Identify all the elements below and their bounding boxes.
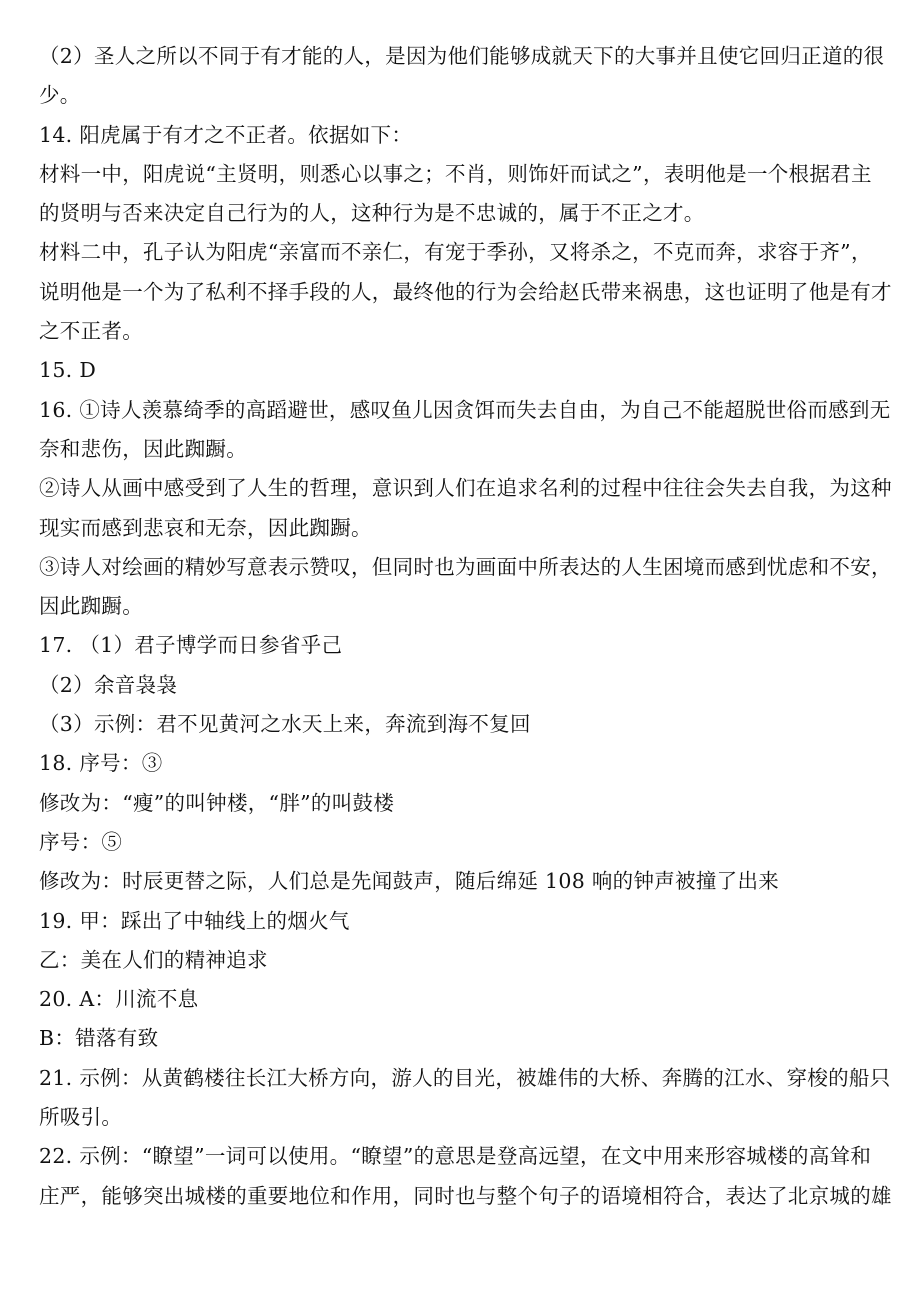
text-line: 乙：美在人们的精神追求 (39, 947, 268, 972)
text-line: 21. 示例：从黄鹤楼往长江大桥方向，游人的目光，被雄伟的大桥、奔腾的江水、穿梭的船只 (39, 1065, 891, 1090)
text-line: （2）余音袅袅 (39, 672, 178, 697)
text-line: （2）圣人之所以不同于有才能的人，是因为他们能够成就天下的大事并且使它回归正道的很 (39, 44, 885, 68)
text-line: ③诗人对绘画的精妙写意表示赞叹，但同时也为画面中所表达的人生困境而感到忧虑和不安， (39, 554, 892, 579)
text-line: 14. 阳虎属于有才之不正者。依据如下： (39, 122, 413, 147)
text-line: 现实而感到悲哀和无奈，因此踟蹰。 (39, 515, 372, 540)
text-line: 少。 (39, 83, 81, 108)
text-line: ②诗人从画中感受到了人生的哲理，意识到人们在追求名利的过程中往往会失去自我，为这种 (39, 476, 892, 501)
text-line: 17. （1）君子博学而日参省乎己 (39, 633, 343, 658)
text-line: 因此踟蹰。 (39, 594, 143, 619)
text-line: 材料二中，孔子认为阳虎“亲富而不亲仁，有宠于季孙，又将杀之，不克而奔，求容于齐”， (39, 240, 872, 265)
text-line: 22. 示例：“瞭望”一词可以使用。“瞭望”的意思是登高远望，在文中用来形容城楼的高耸和 (39, 1144, 872, 1169)
text-line: 18. 序号：③ (39, 751, 163, 776)
text-line: 的贤明与否来决定自己行为的人，这种行为是不忠诚的，属于不正之才。 (39, 201, 705, 226)
text-line: 奈和悲伤，因此踟蹰。 (39, 436, 247, 461)
text-line: B：错落有致 (39, 1026, 159, 1051)
text-line: （3）示例：君不见黄河之水天上来，奔流到海不复回 (39, 712, 531, 737)
text-line: 16. ①诗人羡慕绮季的高蹈避世，感叹鱼儿因贪饵而失去自由，为自己不能超脱世俗而感到无 (39, 397, 891, 422)
text-line: 19. 甲：踩出了中轴线上的烟火气 (39, 908, 350, 933)
text-line: 修改为：时辰更替之际，人们总是先闻鼓声，随后绵延 108 响的钟声被撞了出来 (39, 869, 780, 894)
text-line: 材料一中，阳虎说“主贤明，则悉心以事之；不肖，则饰奸而试之”，表明他是一个根据君主 (39, 161, 872, 186)
text-line: 说明他是一个为了私利不择手段的人，最终他的行为会给赵氏带来祸患，这也证明了他是有才 (39, 279, 892, 304)
text-line: 修改为：“瘦”的叫钟楼，“胖”的叫鼓楼 (39, 790, 395, 815)
text-line: 序号：⑤ (39, 829, 123, 854)
text-line: 之不正者。 (39, 319, 143, 344)
text-line: 20. A：川流不息 (39, 987, 199, 1012)
text-line: 庄严，能够突出城楼的重要地位和作用，同时也与整个句子的语境相符合，表达了北京城的雄 (39, 1183, 892, 1208)
text-line: 所吸引。 (39, 1105, 123, 1130)
text-line: 15. D (39, 358, 97, 383)
answer-text-body (39, 37, 892, 1216)
